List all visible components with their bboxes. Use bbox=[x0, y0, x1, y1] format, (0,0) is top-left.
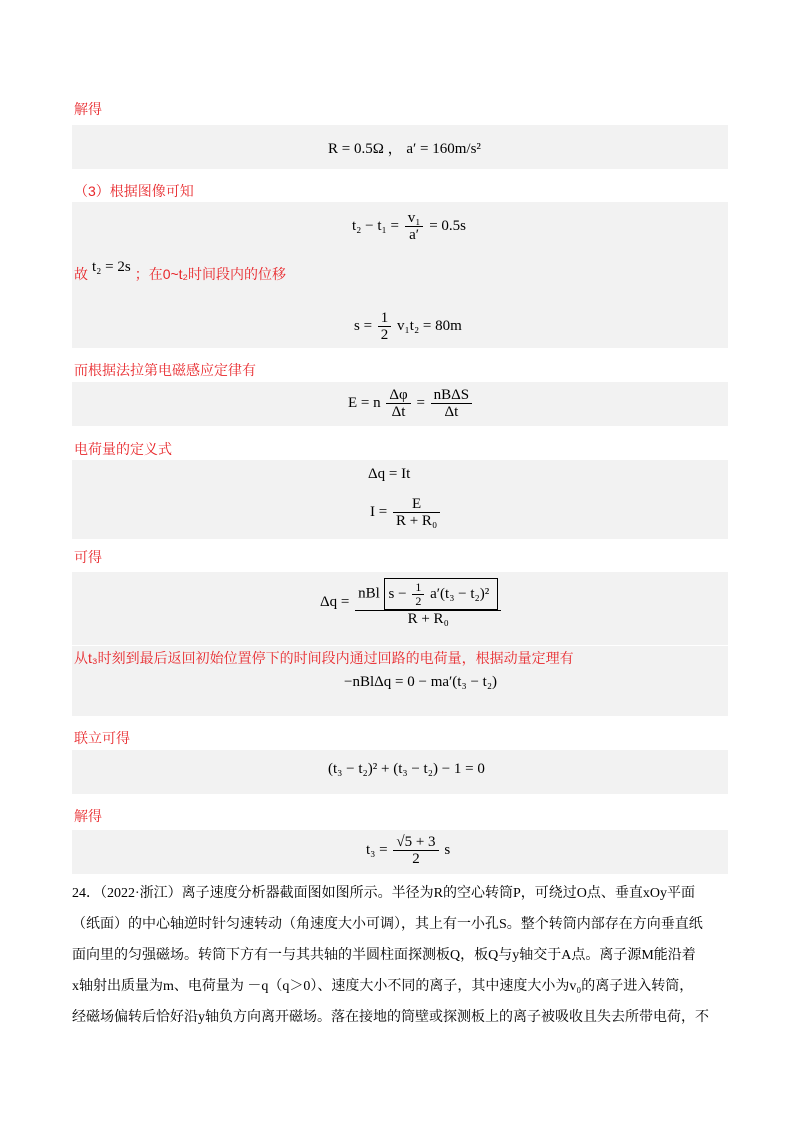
numerator: Δφ bbox=[389, 387, 408, 403]
fraction bbox=[431, 387, 473, 420]
numerator: v₁ bbox=[407, 210, 421, 226]
fraction bbox=[386, 387, 410, 420]
fraction bbox=[378, 310, 392, 343]
eq-text: Δq = bbox=[320, 593, 350, 610]
problem-line: 面向里的匀强磁场。转筒下方有一与其共轴的半圆柱面探测板Q，板Q与y轴交于A点。离子源M能沿着 bbox=[72, 948, 696, 963]
denominator: Δt bbox=[386, 403, 410, 420]
label-therefore: 故 bbox=[74, 266, 88, 282]
fraction-half bbox=[412, 581, 424, 608]
problem-line: 24．（2022·浙江）离子速度分析器截面图如图所示。半径为R的空心转筒P，可绕过O点、垂直xOy平面 bbox=[72, 886, 696, 901]
eq-text: s = bbox=[354, 317, 373, 334]
equation-box-5 bbox=[72, 572, 728, 645]
eq-text: s − bbox=[388, 586, 407, 602]
equation-quadratic: (t₃ − t₂)² + (t₃ − t₂) − 1 = 0 bbox=[328, 761, 485, 777]
denominator: Δt bbox=[431, 403, 473, 420]
equation-current bbox=[370, 496, 442, 529]
eq-text: = 0.5s bbox=[429, 217, 466, 234]
numerator bbox=[355, 578, 501, 610]
equation-t3 bbox=[366, 834, 450, 867]
equation-emf bbox=[348, 387, 474, 420]
eq-text: t₂ − t₁ = bbox=[352, 217, 399, 234]
bracket-right bbox=[493, 578, 498, 610]
eq-text: a′(t₃ − t₂)² bbox=[430, 586, 490, 602]
equation-box-3 bbox=[72, 382, 728, 426]
equation-row-t2 bbox=[74, 259, 286, 284]
denominator: 2 bbox=[412, 594, 424, 608]
eq-text: I = bbox=[370, 503, 388, 520]
bracket-expression bbox=[384, 578, 494, 610]
numerator: E bbox=[411, 496, 422, 512]
equation-displacement bbox=[354, 310, 462, 343]
eq-text: E = n bbox=[348, 394, 381, 411]
equation-box-8 bbox=[72, 830, 728, 874]
label-solve-2: 解得 bbox=[74, 808, 102, 824]
equation-t2: t₂ = 2s bbox=[92, 259, 131, 275]
problem-line: （纸面）的中心轴逆时针匀速转动（角速度大小可调），其上有一小孔S。整个转筒内部存在方向垂直纸 bbox=[72, 917, 703, 932]
label-obtain: 可得 bbox=[74, 549, 102, 565]
numerator: nBΔS bbox=[433, 387, 470, 403]
equation-charge: Δq = It bbox=[368, 466, 411, 482]
equation-box-6 bbox=[72, 646, 728, 716]
label-momentum: 从t₃时刻到最后返回初始位置停下的时间段内通过回路的电荷量，根据动量定理有 bbox=[74, 650, 574, 666]
fraction bbox=[405, 210, 424, 243]
label-solve-1: 解得 bbox=[74, 101, 102, 117]
denominator: R + R₀ bbox=[355, 610, 501, 627]
label-displacement: ；在0~t₂时间段内的位移 bbox=[134, 266, 286, 282]
fraction bbox=[355, 578, 501, 627]
equation-box-7 bbox=[72, 750, 728, 794]
equation-box-1 bbox=[72, 125, 728, 169]
eq-text: t₃ = bbox=[366, 841, 388, 858]
label-combine: 联立可得 bbox=[74, 730, 130, 746]
equation-delta-q bbox=[320, 578, 503, 627]
label-part-3: （3）根据图像可知 bbox=[74, 183, 194, 199]
numerator: 1 bbox=[380, 310, 389, 326]
eq-text: = bbox=[416, 394, 425, 411]
fraction bbox=[393, 834, 438, 867]
fraction bbox=[393, 496, 440, 529]
numerator: √5 + 3 bbox=[396, 834, 436, 850]
equation-r-a: R = 0.5Ω ， a′ = 160m/s² bbox=[328, 141, 481, 157]
denominator: a′ bbox=[405, 226, 424, 243]
problem-line: x轴射出质量为m、电荷量为 －q（q＞0）、速度大小不同的离子，其中速度大小为v₀的离子进入转筒， bbox=[72, 979, 694, 994]
equation-box-4 bbox=[72, 460, 728, 539]
label-charge-def: 电荷量的定义式 bbox=[74, 441, 172, 457]
eq-text: v₁t₂ = 80m bbox=[397, 317, 462, 334]
problem-24 bbox=[72, 878, 732, 1033]
problem-line: 经磁场偏转后恰好沿y轴负方向离开磁场。落在接地的筒壁或探测板上的离子被吸收且失去所带电荷，不 bbox=[72, 1010, 709, 1025]
numerator: 1 bbox=[415, 580, 422, 595]
equation-momentum: −nBlΔq = 0 − ma′(t₃ − t₂) bbox=[344, 674, 498, 690]
denominator: R + R₀ bbox=[393, 512, 440, 529]
eq-text: nBl bbox=[358, 585, 380, 602]
equation-box-2 bbox=[72, 202, 728, 348]
denominator: 2 bbox=[393, 850, 438, 867]
equation-time-diff bbox=[352, 210, 466, 243]
label-faraday: 而根据法拉第电磁感应定律有 bbox=[74, 362, 256, 378]
eq-text: s bbox=[444, 841, 451, 858]
denominator: 2 bbox=[378, 326, 392, 343]
